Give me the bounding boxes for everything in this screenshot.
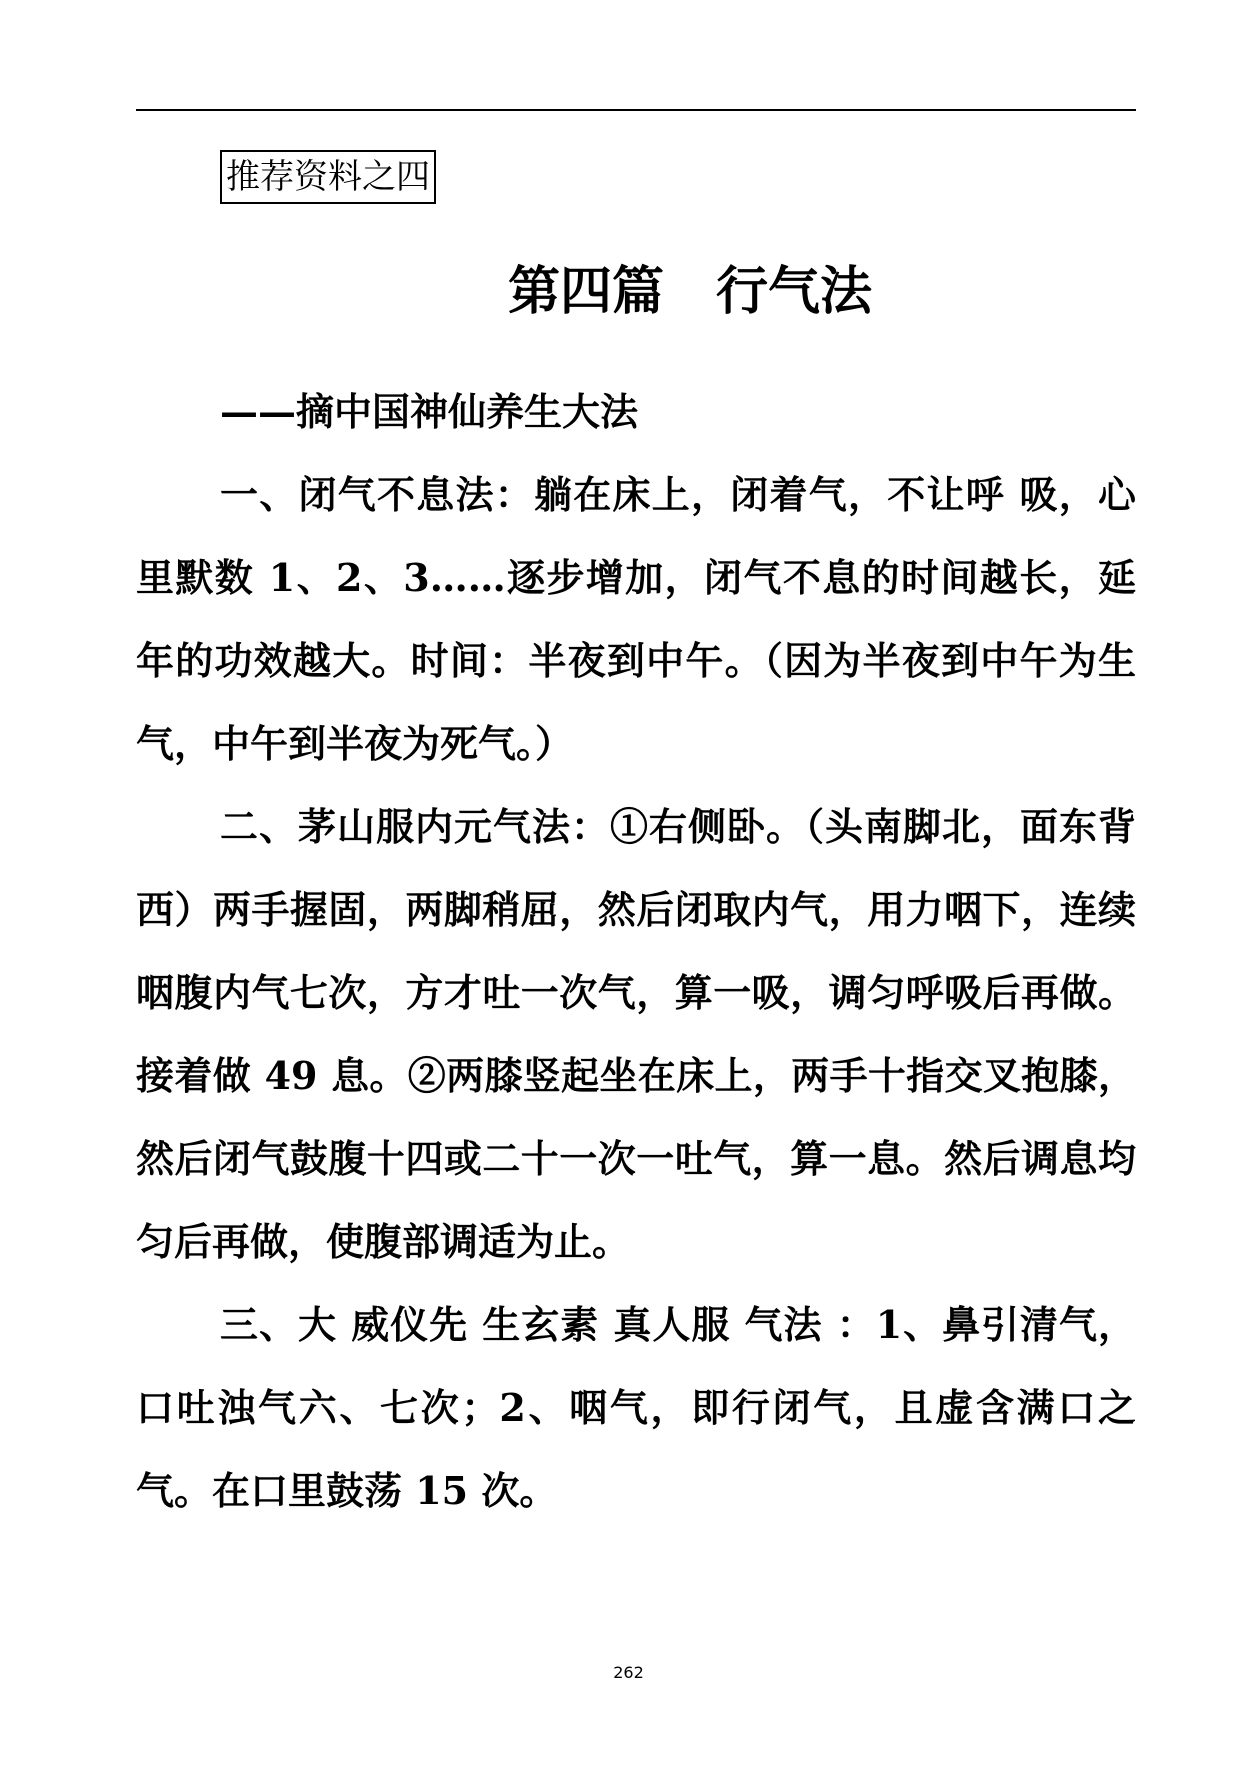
subtitle-paragraph: ——摘中国神仙养生大法 [220, 389, 639, 434]
recommended-material-tag: 推荐资料之四 [220, 150, 436, 204]
paragraph-method-2: 二、茅山服内元气法：①右侧卧。（头南脚北，面东背西）两手握固，两脚稍屈，然后闭取内气，用力咽下，连续咽腹内气七次，方才吐一次气，算一吸，调匀呼吸后再做。接着做 49 息。②两膝竖起坐在床上，两手十指交叉抱膝，然后闭气鼓腹十四或二十一次一吐气，算一息。然后调息均匀后再做，使腹部调适为止。 [136, 804, 1136, 1264]
chapter-title: 第四篇 行气法 [507, 262, 872, 322]
paragraph-method-3: 三、大 威仪先 生玄素 真人服 气法 ：1、鼻引清气，口吐浊气六、七次；2、咽气，即行闭气，且虚含满口之气。在口里鼓荡 15 次。 [136, 1302, 1136, 1513]
paragraph-method-1: 一、闭气不息法：躺在床上，闭着气，不让呼 吸，心里默数 1、2、3……逐步增加，闭气不息的时间越长，延年的功效越大。时间：半夜到中午。（因为半夜到中午为生气，中午到半夜为死气。） [136, 472, 1136, 766]
body-text [136, 370, 1136, 1532]
page-number: 262 [613, 1663, 644, 1682]
header-rule [136, 109, 1136, 111]
